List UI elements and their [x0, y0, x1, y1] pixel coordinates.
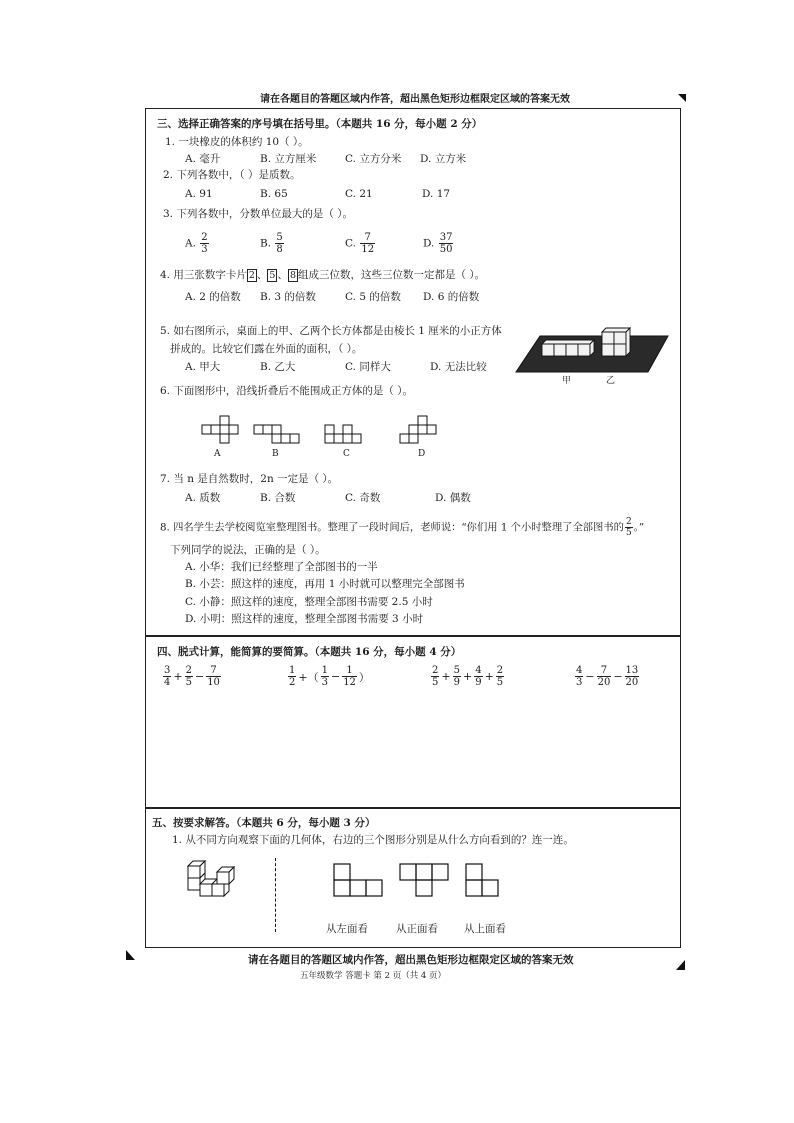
q2-option-a: A. 91: [185, 188, 213, 200]
q7-option-d: D. 偶数: [435, 492, 471, 504]
q3-option-d-label: D.: [423, 237, 435, 250]
footer-page-info: 五年级数学 答题卡 第 2 页（共 4 页）: [300, 971, 447, 981]
q3-option-a: [185, 232, 210, 255]
q5-label-jia: 甲: [562, 376, 572, 386]
q6-label-d: D: [418, 449, 426, 459]
q1-option-c: C. 立方分米: [345, 153, 402, 165]
calc-expression-3: $\frac{2}{5}$ + $\frac{5}{9}$ + $\frac{4}{9}$ + $\frac{2}{5}$: [432, 665, 504, 688]
view-label-left: 从左面看: [326, 923, 368, 935]
q7-stem: 7. 当 n 是自然数时，2n 一定是（ ）。: [160, 473, 339, 485]
q1-option-a: A. 毫升: [185, 153, 221, 165]
digit-card-2: 2: [248, 270, 255, 281]
q2-option-c: C. 21: [345, 188, 373, 200]
q3-option-c-fraction: $\frac{7}{12}$: [361, 232, 375, 255]
q1-stem: 1. 一块橡皮的体积约 10（ ）。: [165, 136, 309, 148]
digit-card-8: 8: [289, 270, 296, 281]
q6-stem: 6. 下面图形中，沿线折叠后不能围成正方体的是（ ）。: [160, 385, 413, 397]
q1-option-b: B. 立方厘米: [260, 153, 317, 165]
q5-option-d: D. 无法比较: [430, 361, 487, 373]
section-four-box[interactable]: [145, 636, 681, 808]
q3-option-b: [260, 232, 285, 255]
q8-stem-post: 。”: [633, 521, 645, 534]
s5-solid-figure: [182, 856, 242, 900]
digit-card-5: 5: [269, 270, 276, 281]
q2-option-b: B. 65: [260, 188, 288, 200]
q5-stem-line2: 拼成的。比较它们露在外面的面积，（ ）。: [170, 343, 363, 355]
s5-view-shape-3: [464, 862, 500, 898]
q4-option-a: A. 2 的倍数: [185, 291, 241, 303]
q5-stem-line1: 5. 如右图所示，桌面上的甲、乙两个长方体都是由棱长 1 厘米的小正方体: [160, 325, 502, 337]
q5-option-b: B. 乙大: [260, 361, 296, 373]
q4-stem-pre: 4. 用三张数字卡片: [160, 269, 247, 281]
q8-stem-line2: 下列同学的说法，正确的是（ ）。: [170, 544, 326, 556]
s5-view-shape-1: [332, 862, 384, 898]
q3-option-c-label: C.: [345, 237, 356, 250]
s5-view-shape-2: [398, 862, 450, 898]
s5-q1-stem: 1. 从不同方向观察下面的几何体，右边的三个图形分别是从什么方向看到的？连一连。: [172, 834, 574, 846]
corner-mark-bottom-left: [126, 950, 135, 960]
q5-option-c: C. 同样大: [345, 361, 391, 373]
q4-option-b: B. 3 的倍数: [260, 291, 316, 303]
view-label-front: 从正面看: [396, 923, 438, 935]
q6-label-c: C: [343, 449, 350, 459]
q8-option-a: A. 小华：我们已经整理了全部图书的一半: [185, 561, 378, 573]
q4-option-c: C. 5 的倍数: [345, 291, 401, 303]
section-five-title: 五、按要求解答。（本题共 6 分，每小题 3 分）: [152, 817, 376, 829]
q7-option-a: A. 质数: [185, 492, 221, 504]
q5-option-a: A. 甲大: [185, 361, 221, 373]
q3-option-a-label: A.: [185, 237, 196, 250]
q8-option-c: C. 小静：照这样的速度，整理全部图书需要 2.5 小时: [185, 596, 433, 608]
q8-option-b: B. 小芸：照这样的速度，再用 1 小时就可以整理完全部图书: [185, 578, 465, 590]
q6-cube-nets: [198, 414, 448, 454]
footer-note: 请在各题目的答题区域内作答，超出黑色矩形边框限定区域的答案无效: [248, 954, 574, 966]
q4-option-d: D. 6 的倍数: [423, 291, 480, 303]
calc-expression-2: $\frac{1}{2}$ +（ $\frac{1}{3}$ − $\frac{1}{12}$ ）: [289, 665, 370, 688]
q3-option-b-fraction: $\frac{5}{8}$: [276, 232, 283, 255]
q4-stem-post: 组成三位数，这些三位数一定都是（ ）。: [298, 269, 486, 281]
section-four-title: 四、脱式计算，能简算的要简算。（本题共 16 分，每小题 4 分）: [157, 646, 462, 658]
q1-option-d: D. 立方米: [420, 153, 467, 165]
q7-option-b: B. 合数: [260, 492, 296, 504]
q5-table-figure: [510, 322, 670, 382]
q8-stem-pre: 8. 四名学生去学校阅览室整理图书。整理了一段时间后，老师说：“你们用 1 个小时整理了全部图书的: [160, 521, 624, 534]
calc-expression-4: $\frac{4}{3}$ − $\frac{7}{20}$ − $\frac{13}{20}$: [576, 665, 639, 688]
q3-option-a-fraction: $\frac{2}{3}$: [201, 232, 208, 255]
corner-mark-bottom-right: [676, 960, 685, 970]
q6-label-a: A: [214, 449, 221, 459]
view-label-top: 从上面看: [464, 923, 506, 935]
q3-option-b-label: B.: [260, 237, 272, 250]
q6-label-b: B: [272, 449, 279, 459]
q3-option-d: [423, 232, 454, 255]
q2-stem: 2. 下列各数中，（ ）是质数。: [163, 169, 301, 181]
q3-option-c: [345, 232, 376, 255]
q8-fraction: $\frac{2}{5}$: [625, 517, 632, 538]
q8-option-d: D. 小明：照这样的速度，整理全部图书需要 3 小时: [185, 613, 424, 625]
calc-expression-1: $\frac{3}{4}$ + $\frac{2}{5}$ − $\frac{7}{10}$: [164, 665, 220, 688]
corner-mark-top-right: [678, 94, 686, 102]
s5-dashed-divider: [275, 858, 276, 932]
q4-stem: 4. 用三张数字卡片 2 、 5 、 8 组成三位数，这些三位数一定都是（ ）。: [160, 269, 486, 281]
section-three-title: 三、选择正确答案的序号填在括号里。（本题共 16 分，每小题 2 分）: [157, 118, 483, 130]
q3-stem: 3. 下列各数中，分数单位最大的是（ ）。: [163, 208, 353, 220]
q3-option-d-fraction: $\frac{37}{50}$: [439, 232, 453, 255]
header-note: 请在各题目的答题区域内作答，超出黑色矩形边框限定区域的答案无效: [260, 94, 570, 105]
q2-option-d: D. 17: [422, 188, 451, 200]
q7-option-c: C. 奇数: [345, 492, 381, 504]
q5-label-yi: 乙: [606, 376, 616, 386]
q8-stem-line1: [160, 517, 644, 538]
